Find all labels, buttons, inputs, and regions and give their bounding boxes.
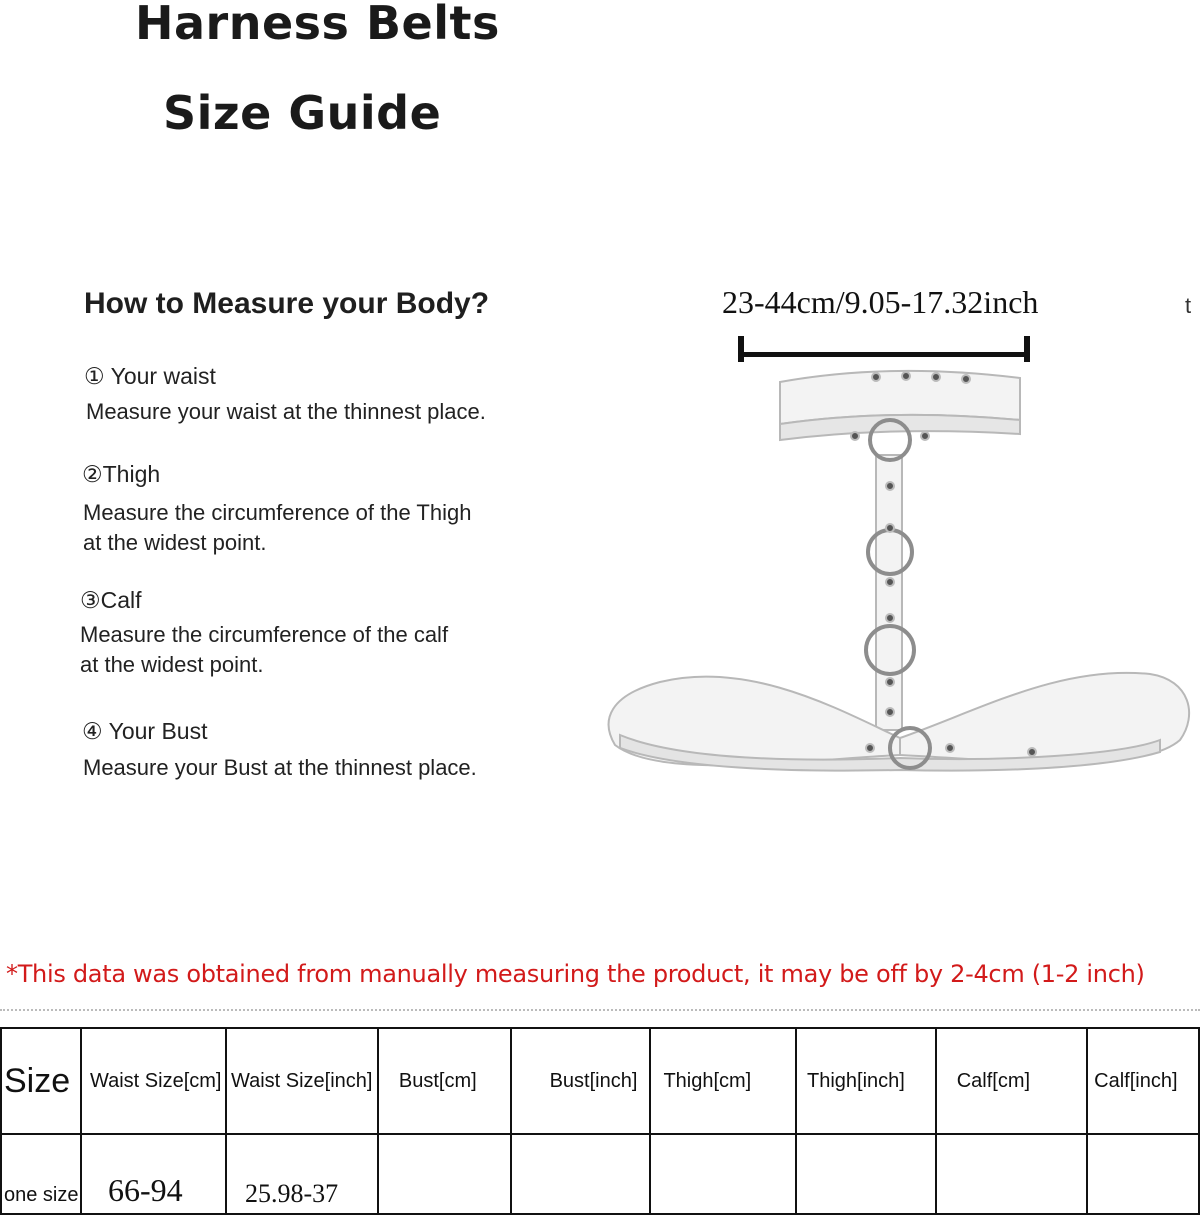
table-header-row [1,1028,1199,1134]
cell-waist-inch: 25.98-37 [226,1134,378,1214]
stray-mark: t [1185,293,1192,318]
dimension-label: 23-44cm/9.05-17.32inch [722,284,1039,320]
step-calf-title: ③Calf [80,587,142,613]
step-bust-desc-line: Measure your Bust at the thinnest place. [83,755,477,780]
step-calf-desc-line-2: at the widest point. [80,652,264,677]
harness-belt-image [600,360,1200,800]
measure-heading: How to Measure your Body? [84,287,490,320]
step-thigh-title: ②Thigh [82,461,161,487]
cell-waist-cm: 66-94 [81,1134,226,1214]
step-calf-desc [80,620,448,680]
header-waist-inch: Waist Size[inch] [226,1028,378,1134]
step-waist-desc-line: Measure your waist at the thinnest place. [86,399,486,424]
cell-bust-inch [511,1134,651,1214]
step-bust-desc [83,753,477,783]
divider [0,1009,1200,1011]
cell-thigh-inch [796,1134,936,1214]
header-calf-cm: Calf[cm] [936,1028,1087,1134]
cell-calf-inch [1087,1134,1199,1214]
header-thigh-cm: Thigh[cm] [650,1028,796,1134]
cell-bust-cm [378,1134,511,1214]
header-size: Size [1,1028,81,1134]
disclaimer-note: *This data was obtained from manually measuring the product, it may be off by 2-4cm (1-2 inch) [6,960,1145,988]
dimension-cap-right [1024,336,1030,362]
size-table [0,1027,1200,1215]
cell-calf-cm [936,1134,1087,1214]
table-row [1,1134,1199,1214]
step-thigh-desc [83,498,471,558]
step-waist-title: ① Your waist [84,363,216,389]
page-subtitle: Size Guide [163,86,442,140]
step-thigh-desc-line-2: at the widest point. [83,530,267,555]
cell-thigh-cm [650,1134,796,1214]
step-calf-desc-line-1: Measure the circumference of the calf [80,622,449,647]
page-title: Harness Belts [135,0,500,50]
header-calf-inch: Calf[inch] [1087,1028,1199,1134]
step-thigh-desc-line-1: Measure the circumference of the Thigh [83,500,472,525]
cell-size: one size [1,1134,81,1214]
header-bust-inch: Bust[inch] [511,1028,651,1134]
header-bust-cm: Bust[cm] [378,1028,511,1134]
step-waist-desc [86,397,486,427]
header-thigh-inch: Thigh[inch] [796,1028,936,1134]
dimension-bar [741,352,1029,357]
step-bust-title: ④ Your Bust [82,718,208,744]
header-waist-cm: Waist Size[cm] [81,1028,226,1134]
dimension-cap-left [738,336,744,362]
